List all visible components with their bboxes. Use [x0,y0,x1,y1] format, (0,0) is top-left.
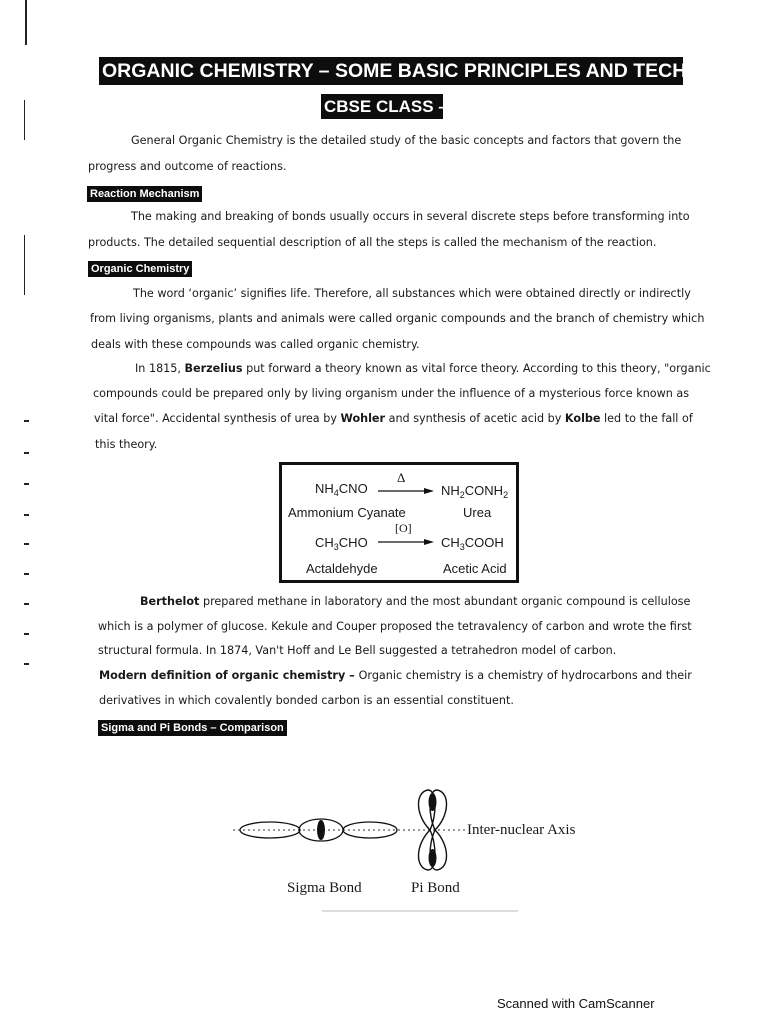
text: put forward a theory known as vital force theory. According to this theory, "organic [242,362,711,375]
text: CH [315,535,334,550]
text: Organic chemistry is a chemistry of hydrocarbons and their [358,669,692,682]
margin-dash [24,452,29,454]
margin-dash [24,663,29,665]
reaction-2-condition: [O] [395,521,412,535]
modern-definition-line-1 [99,668,692,684]
subscript: 2 [459,490,465,500]
reaction-line-1: The making and breaking of bonds usually occurs in several discrete steps before transforming into [131,210,690,223]
reaction-2-reactant [315,535,368,552]
berthelot-line-1 [140,594,690,610]
subscript: 2 [503,490,509,500]
reaction-1-arrow-icon [378,487,434,495]
text: vital force". Accidental synthesis of urea by [94,412,341,425]
margin-line [25,0,27,45]
heading-reaction-mechanism: Reaction Mechanism [87,186,202,202]
organic-p2-line-4: this theory. [95,438,158,451]
margin-dash [24,603,29,605]
bold-berthelot: Berthelot [140,595,200,608]
page-subtitle: CBSE CLASS – XI [321,94,443,119]
text: CONH [464,483,504,498]
pi-bond-label: Pi Bond [411,880,460,896]
berthelot-line-3: structural formula. In 1874, Van't Hoff and Le Bell suggested a tetrahedron model of carbon. [98,644,617,657]
text: and synthesis of acetic acid by [385,412,565,425]
reaction-1-condition: Δ [397,470,406,485]
organic-p1-line-1: The word ‘organic’ signifies life. Therefore, all substances which were obtained directly or indirectly [133,287,691,300]
bold-berzelius: Berzelius [184,362,243,375]
berthelot-line-2: which is a polymer of glucose. Kekule and Couper proposed the tetravalency of carbon and wrote the first [98,620,692,633]
sigma-pi-bond-diagram [225,780,475,880]
organic-p1-line-2: from living organisms, plants and animals were called organic compounds and the branch of chemistry which [90,312,705,325]
pi-overlap-top [429,793,437,811]
scanner-watermark: Scanned with CamScanner [497,996,655,1011]
organic-p2-line-1 [135,361,711,377]
margin-dash [24,483,29,485]
text: led to the fall of [600,412,693,425]
organic-p2-line-2: compounds could be prepared only by living organism under the influence of a mysterious force known as [93,387,690,400]
pi-overlap-bottom [429,849,437,867]
text: COOH [464,535,504,550]
intro-line-1: General Organic Chemistry is the detailed study of the basic concepts and factors that govern the [131,134,682,147]
reaction-2-arrow-icon [378,538,434,546]
subscript: 4 [333,488,339,498]
reaction-1-product [441,483,508,500]
modern-definition-line-2: derivatives in which covalently bonded carbon is an essential constituent. [99,694,514,707]
text: NH [315,481,334,496]
margin-dash [24,573,29,575]
margin-line [24,235,25,295]
text: CHO [338,535,368,550]
reaction-line-2: products. The detailed sequential description of all the steps is called the mechanism of the reaction. [88,236,657,249]
text: In 1815, [135,362,185,375]
margin-line [24,100,25,140]
bold-modern-definition: Modern definition of organic chemistry – [99,669,359,682]
axis-label: Inter-nuclear Axis [467,822,576,838]
organic-p2-line-3 [94,411,693,427]
reaction-2-product-name: Acetic Acid [443,561,507,576]
text: prepared methane in laboratory and the most abundant organic compound is cellulose [199,595,691,608]
reaction-equations-box [279,462,519,583]
reaction-1-reactant-name: Ammonium Cyanate [288,505,406,520]
heading-organic-chemistry: Organic Chemistry [88,261,192,277]
bold-wohler: Wohler [340,412,386,425]
reaction-1-product-name: Urea [463,505,492,520]
text: CH [441,535,460,550]
margin-dash [24,420,29,422]
margin-dash [24,633,29,635]
bold-kolbe: Kolbe [564,412,601,425]
sigma-bond-label: Sigma Bond [287,880,362,896]
page-title: ORGANIC CHEMISTRY – SOME BASIC PRINCIPLES AND TECHNIQUES [99,57,683,85]
margin-dash [24,543,29,545]
subscript: 3 [459,542,465,552]
reaction-2-reactant-name: Actaldehyde [306,561,378,576]
subscript: 3 [333,542,339,552]
text: NH [441,483,460,498]
sigma-overlap-fill [317,820,325,840]
text: CNO [338,481,368,496]
intro-line-2: progress and outcome of reactions. [88,160,287,173]
organic-p1-line-3: deals with these compounds was called organic chemistry. [91,338,420,351]
reaction-2-product [441,535,504,552]
reaction-1-reactant [315,481,368,498]
margin-dash [24,514,29,516]
scan-bleed-through [322,910,518,912]
heading-sigma-pi: Sigma and Pi Bonds – Comparison [98,720,287,736]
